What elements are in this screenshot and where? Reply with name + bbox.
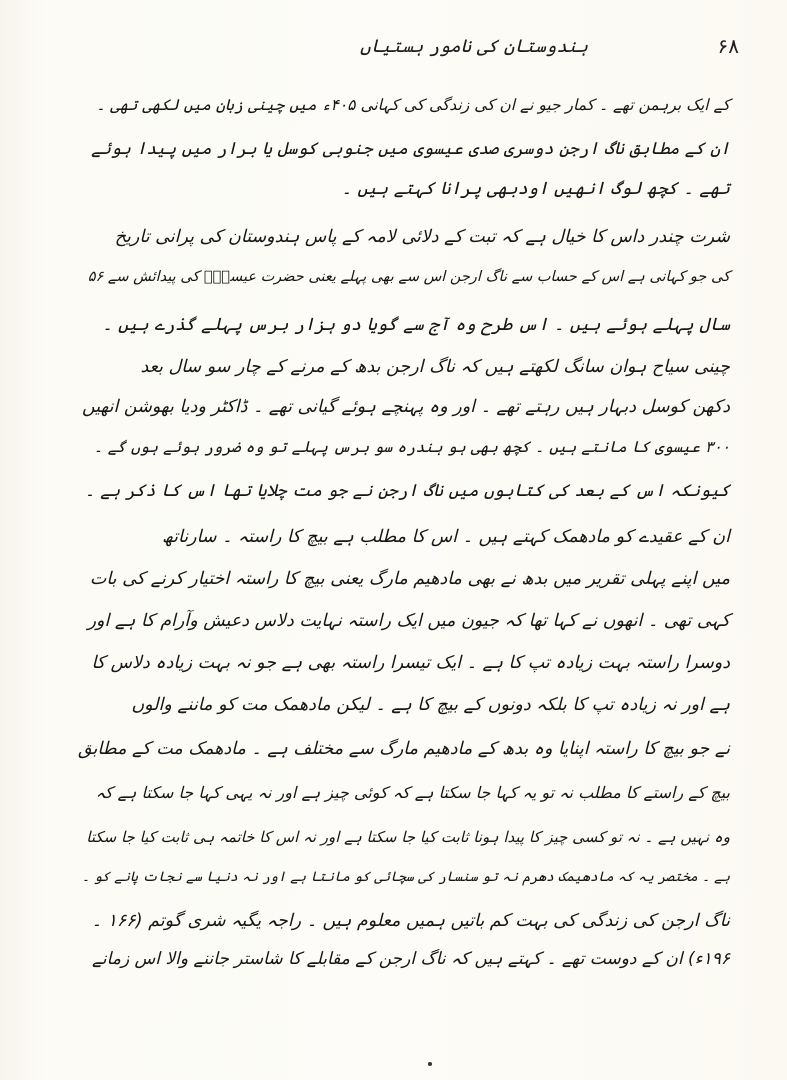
text-line: کہی تھی ۔ انھوں نے کہا تھا کہ جیون میں ایک راستہ نہایت دلاس دعیش وآرام کا ہے اور [87, 611, 730, 631]
text-line: میں اپنے پہلی تقریر میں بدھ نے بھی مادھیم مارگ یعنی بیچ کا راستہ اختیار کرنے کی بات [89, 569, 730, 589]
text-line: تھے ۔ کچھ لوگ انھیں اودبھی پرانا کہتے ہیں ۔ [341, 179, 730, 199]
text-line: دوسرا راستہ بہت زیادہ تپ کا ہے ۔ ایک تیسرا راستہ بھی ہے جو نہ بہت زیادہ دلاس کا [91, 653, 730, 673]
text-line: ۳۰۰ عیسوی کا مانتے ہیں ۔ کچھ بھی ہو ہندرہ سو برس پہلے تو وہ ضرور ہوئے ہوں گے ۔ [93, 438, 730, 456]
text-line: ۱۹۶ء) ان کے دوست تھے ۔ کہتے ہیں کہ ناگ ارجن کے مقابلے کا شاستر جاننے والا اس زمانے [91, 949, 730, 969]
text-line: کی جو کہانی ہے اس کے حساب سے ناگ ارجن اس سے بھی پہلے یعنی حضرت عیسیٰؑ کی پیدائش سے ۵۶ [87, 269, 730, 285]
text-line: وہ نہیں ہے ۔ نہ تو کسی چیز کا پیدا ہونا ثابت کیا جا سکتا ہے اور نہ اس کا خاتمہ ہی ثابت کیا جا سکتا [86, 828, 730, 846]
text-line: ہے ۔ مختصر یہ کہ مادھیمک دھرم نہ تو سنسار کی سچائی کو مانتا ہے اور نہ دنیا سے نجات پانے کو ۔ [81, 869, 730, 885]
text-line: ان کے عقیدے کو مادھمک کہتے ہیں ۔ اس کا مطلب ہے بیچ کا راستہ ۔ سارناتھ [162, 527, 730, 547]
text-line: ناگ ارجن کی زندگی کی بہت کم باتیں ہمیں معلوم ہیں ۔ راجہ یگیہ شری گوتم (۱۶۶ ۔ [91, 911, 730, 931]
text-line: ان کے مطابق ناگ ارجن دوسری صدی عیسوی میں جنوبی کوسل یا برار میں پیدا ہوئے [91, 139, 730, 159]
text-line: سال پہلے ہوئے ہیں ۔ اس طرح وہ آج سے گویا دو ہزار برس پہلے گذرے ہیں ۔ [102, 315, 730, 335]
text-line: کے ایک برہمن تھے ۔ کمار جیو نے ان کی زندگی کی کہانی ۴۰۵ء میں چینی زبان میں لکھی تھی ۔ [96, 96, 730, 114]
text-line: بیچ کے راستے کا مطلب نہ تو یہ کہا جا سکتا ہے کہ کوئی چیز ہے اور نہ یہی کہا جا سکتا ہے کہ [95, 783, 730, 802]
page-speck [428, 1062, 432, 1066]
text-line: کیونکہ اس کے بعد کی کتابوں میں ناگ ارجن نے جو مت چلایا تھا اس کا ذکر ہے ۔ [84, 481, 730, 501]
text-line: دکھن کوسل دبہار ہیں رہتے تھے ۔ اور وہ پہنچے ہوئے گیانی تھے ۔ ڈاکٹر ودیا بھوشن انھیں [81, 397, 730, 417]
page-number: ۶۸ [717, 34, 739, 58]
text-line: چینی سیاح ہوان سانگ لکھتے ہیں کہ ناگ ارجن بدھ کے مرنے کے چار سو سال بعد [140, 357, 730, 377]
text-line: ہے اور نہ زیادہ تپ کا بلکہ دونوں کے بیچ کا ہے ۔ لیکن مادھمک مت کو ماننے والوں [131, 695, 730, 715]
running-title: ہندوستان کی نامور ہستیاں [360, 36, 589, 57]
text-line: شرت چندر داس کا خیال ہے کہ تبت کے دلائی لامہ کے پاس ہندوستان کی پرانی تاریخ [114, 227, 730, 247]
page-header [90, 30, 739, 64]
text-line: نے جو بیچ کا راستہ اپنایا وہ بدھ کے مادھیم مارگ سے مختلف ہے ۔ مادھمک مت کے مطابق [77, 739, 730, 759]
